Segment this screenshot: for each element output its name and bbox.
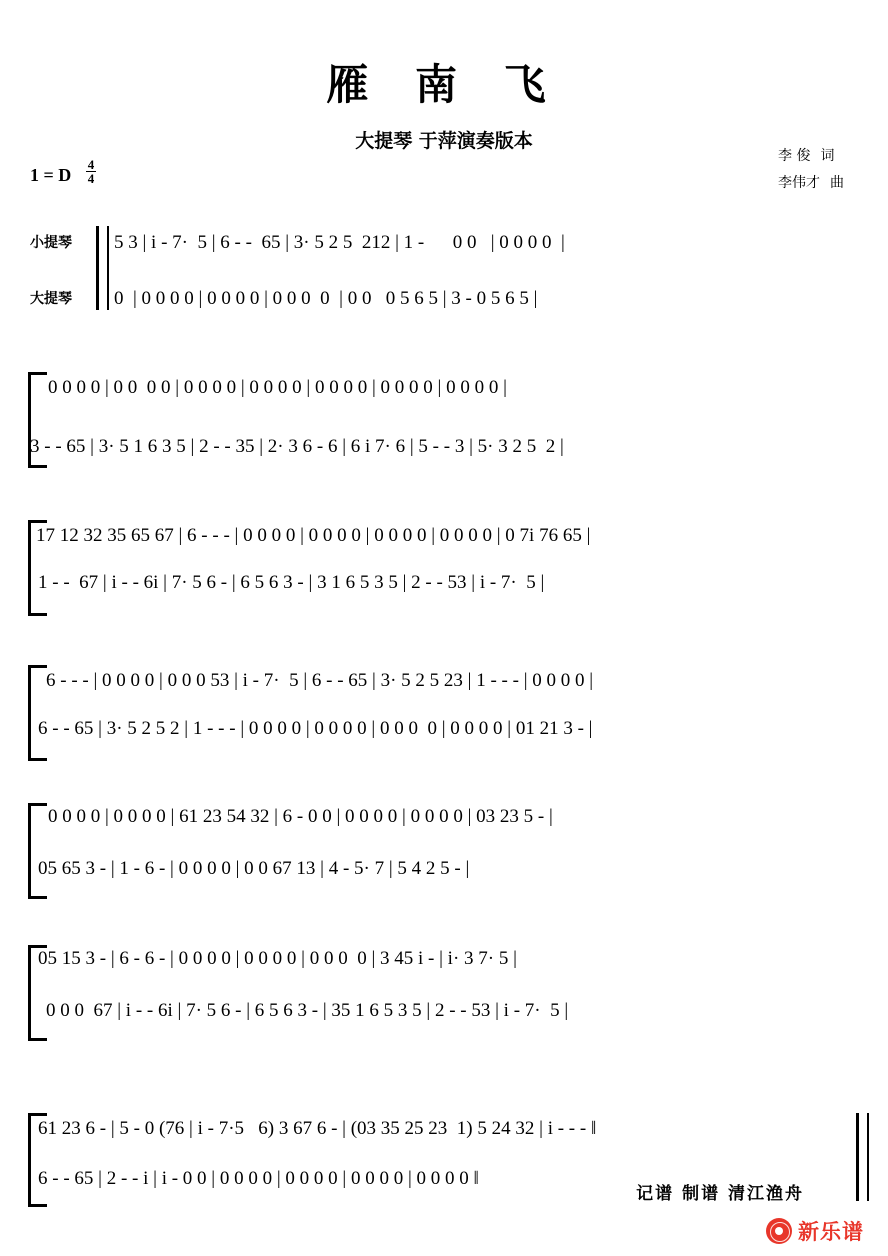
system-1-upper-staff: 5 3 | i - 7· 5 | 6 - - 65 | 3· 5 2 5 212 | 1 - 0 0 | 0 0 0 0 | bbox=[114, 232, 565, 253]
final-barline bbox=[856, 1113, 869, 1201]
system-6-lower-staff: 0 0 0 67 | i - - 6i | 7· 5 6 - | 6 5 6 3 - | 35 1 6 5 3 5 | 2 - - 53 | i - 7· 5 | bbox=[46, 1000, 569, 1021]
instrument-label-upper: 小提琴 bbox=[30, 235, 72, 251]
lyricist-role: 词 bbox=[820, 148, 835, 164]
key-signature: 1 = D bbox=[30, 165, 72, 185]
system-7-upper-staff: 61 23 6 - | 5 - 0 (76 | i - 7·5 6) 3 67 6 - | (03 35 25 23 1) 5 24 32 | i - - - ‖ bbox=[38, 1118, 597, 1139]
system-5-upper-staff: 0 0 0 0 | 0 0 0 0 | 61 23 54 32 | 6 - 0 0 | 0 0 0 0 | 0 0 0 0 | 03 23 5 - | bbox=[48, 806, 553, 827]
page-subtitle: 大提琴 于萍演奏版本 bbox=[355, 130, 533, 152]
footer-credit: 记谱 制谱 清江渔舟 bbox=[636, 1184, 804, 1204]
system-5-brace bbox=[28, 803, 47, 899]
composer-role: 曲 bbox=[830, 174, 844, 191]
system-5-lower-staff: 05 65 3 - | 1 - 6 - | 0 0 0 0 | 0 0 67 13 | 4 - 5· 7 | 5 4 2 5 - | bbox=[38, 858, 470, 879]
time-signature-denominator: 4 bbox=[87, 171, 95, 186]
system-4-lower-staff: 6 - - 65 | 3· 5 2 5 2 | 1 - - - | 0 0 0 0 | 0 0 0 0 | 0 0 0 0 | 0 0 0 0 | 01 21 3 - | bbox=[38, 718, 593, 739]
record-disc-icon bbox=[766, 1218, 792, 1244]
system-4-brace bbox=[28, 665, 47, 761]
system-3-lower-staff: 1 - - 67 | i - - 6i | 7· 5 6 - | 6 5 6 3 - | 3 1 6 5 3 5 | 2 - - 53 | i - 7· 5 | bbox=[38, 572, 545, 593]
lyricist-name: 李 俊 bbox=[778, 148, 811, 164]
system-7-lower-staff: 6 - - 65 | 2 - - i | i - 0 0 | 0 0 0 0 | 0 0 0 0 | 0 0 0 0 | 0 0 0 0 ‖ bbox=[38, 1168, 479, 1189]
lyricist-credit bbox=[778, 143, 844, 170]
time-signature-numerator: 4 bbox=[87, 157, 95, 172]
system-4-upper-staff: 6 - - - | 0 0 0 0 | 0 0 0 53 | i - 7· 5 | 6 - - 65 | 3· 5 2 5 23 | 1 - - - | 0 0 0 0 | bbox=[46, 670, 594, 691]
system-3-upper-staff: 17 12 32 35 65 67 | 6 - - - | 0 0 0 0 | 0 0 0 0 | 0 0 0 0 | 0 0 0 0 | 0 7i 76 65 | bbox=[36, 525, 591, 546]
system-1-lower-staff: 0 | 0 0 0 0 | 0 0 0 0 | 0 0 0 0 | 0 0 0 5 6 5 | 3 - 0 5 6 5 | bbox=[114, 288, 538, 309]
composer-name: 李伟才 bbox=[778, 174, 820, 191]
site-logo-text: 新乐谱 bbox=[798, 1219, 864, 1244]
system-6-upper-staff: 05 15 3 - | 6 - 6 - | 0 0 0 0 | 0 0 0 0 | 0 0 0 0 | 3 45 i - | i· 3 7· 5 | bbox=[38, 948, 517, 969]
site-logo[interactable] bbox=[766, 1216, 864, 1246]
key-and-time-signature bbox=[30, 158, 96, 186]
system-1-barline bbox=[96, 226, 109, 310]
page-title: 雁 南 飞 bbox=[326, 60, 562, 109]
credits bbox=[778, 143, 844, 196]
time-signature bbox=[86, 158, 97, 185]
instrument-label-lower: 大提琴 bbox=[30, 291, 72, 307]
system-2-upper-staff: 0 0 0 0 | 0 0 0 0 | 0 0 0 0 | 0 0 0 0 | 0 0 0 0 | 0 0 0 0 | 0 0 0 0 | bbox=[48, 377, 507, 398]
system-2-lower-staff: 3 - - 65 | 3· 5 1 6 3 5 | 2 - - 35 | 2· 3 6 - 6 | 6 i 7· 6 | 5 - - 3 | 5· 3 2 5 2 | bbox=[30, 436, 564, 457]
composer-credit bbox=[778, 170, 844, 197]
